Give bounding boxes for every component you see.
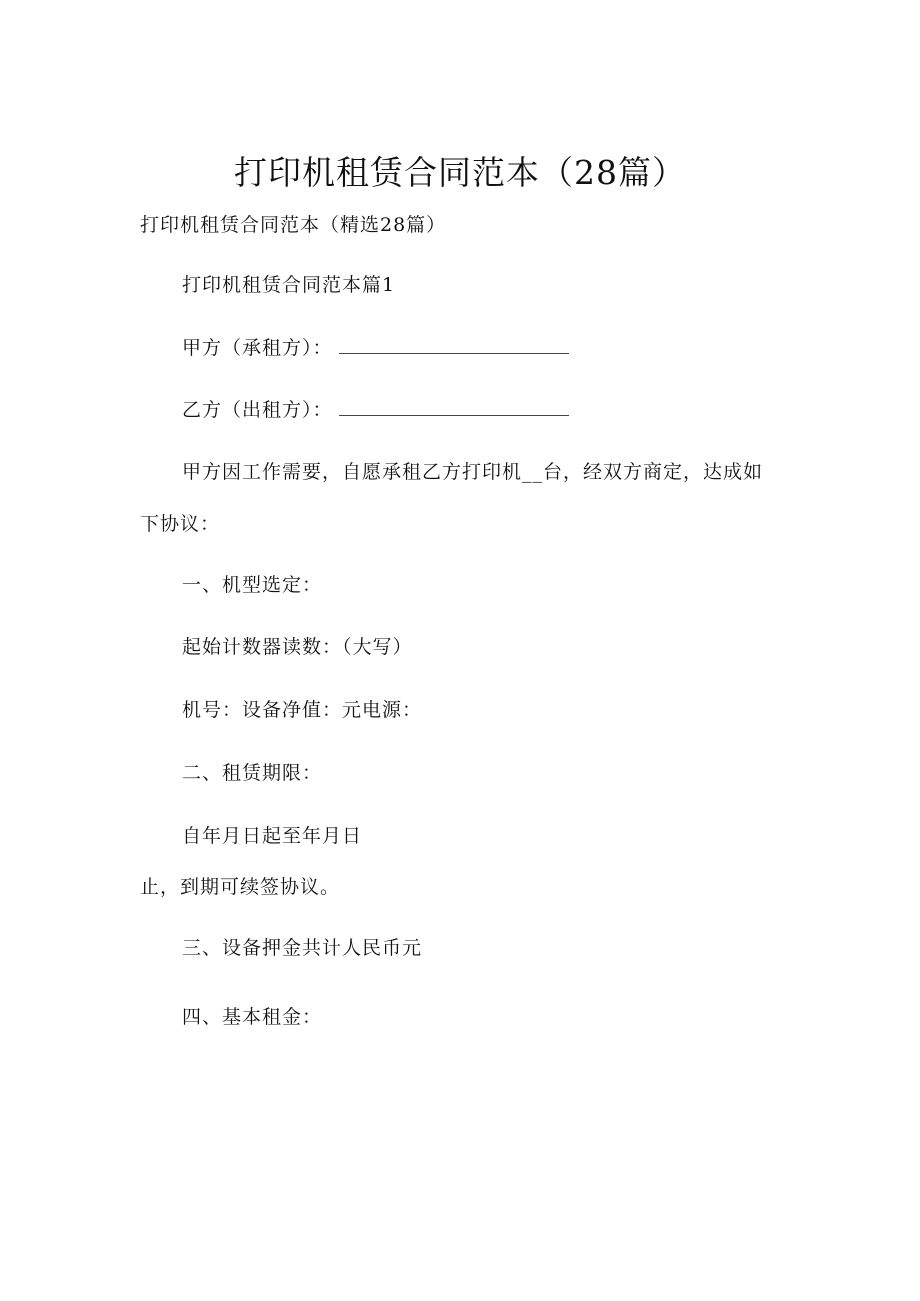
item2-heading: 二、租赁期限： [182, 762, 323, 784]
party-a-row [182, 334, 569, 362]
item1-heading: 一、机型选定： [182, 574, 323, 596]
item3-deposit: 三、设备押金共计人民币元 [182, 937, 423, 959]
item1-machine: 机号：设备净值：元电源： [182, 699, 423, 721]
item4-heading: 四、基本租金： [182, 1006, 323, 1028]
intro-line-2: 下协议： [140, 513, 221, 535]
document-subtitle: 打印机租赁合同范本（精选28篇） [140, 214, 447, 236]
item1-counter: 起始计数器读数：（大写） [182, 636, 413, 658]
section-heading: 打印机租赁合同范本篇1 [182, 274, 396, 296]
document-title: 打印机租赁合同范本（28篇） [234, 153, 686, 192]
party-b-label: 乙方（出租方）： [182, 399, 333, 421]
party-b-row [182, 396, 569, 424]
intro-line-1: 甲方因工作需要，自愿承租乙方打印机__台，经双方商定，达成如 [182, 461, 764, 483]
party-b-blank [339, 414, 569, 416]
party-a-label: 甲方（承租方）： [182, 337, 333, 359]
item2-period-line-1: 自年月日起至年月日 [182, 825, 363, 847]
party-a-blank [339, 352, 569, 354]
item2-period-line-2: 止，到期可续签协议。 [140, 876, 341, 898]
